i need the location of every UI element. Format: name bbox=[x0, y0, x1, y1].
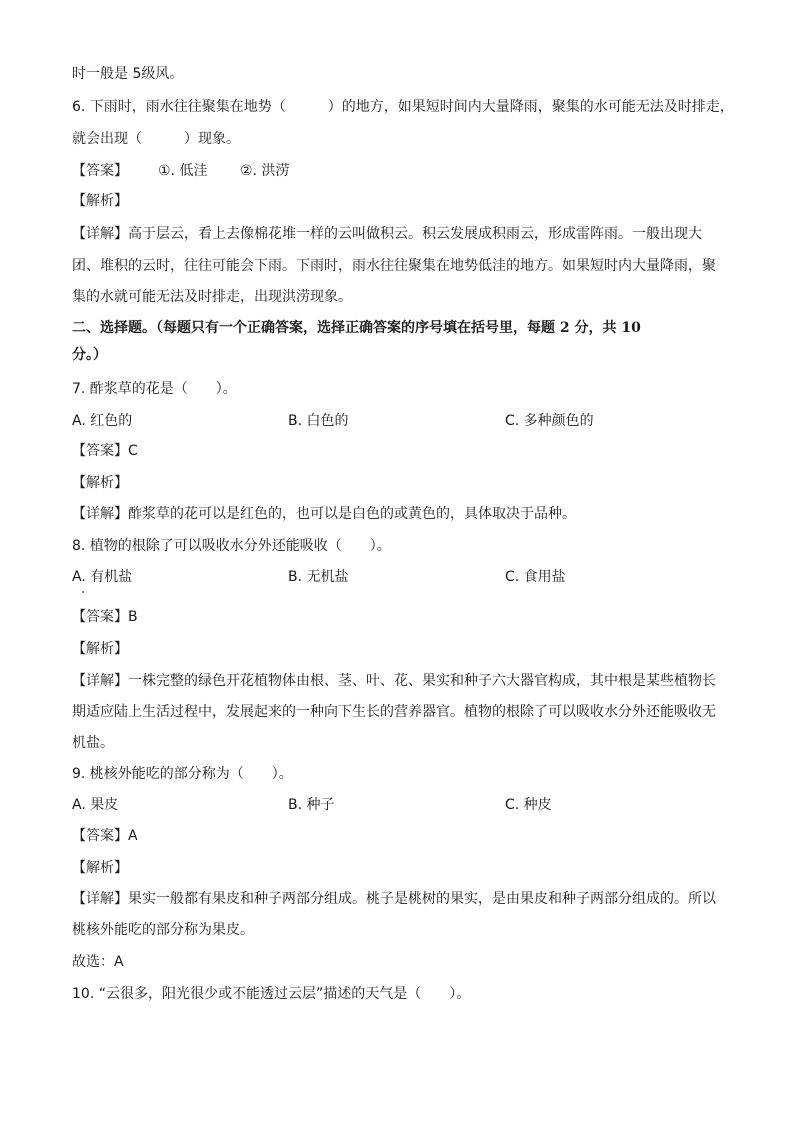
explanation-line: 期适应陆上生活过程中，发展起来的一种向下生长的营养器官。植物的根除了可以吸收水分外还能吸收无 bbox=[72, 704, 716, 720]
analysis-label: 【解析】 bbox=[72, 193, 128, 209]
q8-option-a: A. 有机盐 bbox=[72, 569, 133, 585]
answer-line: 【答案】C bbox=[72, 443, 138, 459]
answer-line: 【答案】A bbox=[72, 828, 138, 844]
q9-option-b: B. 种子 bbox=[288, 797, 335, 813]
q7-option-b: B. 白色的 bbox=[288, 413, 349, 429]
stray-mark bbox=[82, 591, 84, 593]
q9-option-c: C. 种皮 bbox=[505, 797, 552, 813]
q8-option-b: B. 无机盐 bbox=[288, 569, 349, 585]
text-line: 时一般是 5级风。 bbox=[72, 66, 184, 82]
q8-option-c: C. 食用盐 bbox=[505, 569, 566, 585]
question-6-line-1: 6. 下雨时，雨水往往聚集在地势（ ）的地方，如果短时间内大量降雨，聚集的水可能无法及时排走， bbox=[72, 99, 734, 115]
q9-option-a: A. 果皮 bbox=[72, 797, 119, 813]
explanation-line: 桃核外能吃的部分称为果皮。 bbox=[72, 922, 254, 938]
explanation-line: 【详解】一株完整的绿色开花植物体由根、茎、叶、花、果实和种子六大器官构成，其中根是某些植物长 bbox=[72, 673, 716, 689]
analysis-label: 【解析】 bbox=[72, 475, 128, 491]
q7-option-c: C. 多种颜色的 bbox=[505, 413, 594, 429]
question-10: 10. “云很多，阳光很少或不能透过云层”描述的天气是（ ）。 bbox=[72, 986, 471, 1002]
analysis-label: 【解析】 bbox=[72, 860, 128, 876]
section-heading: 二、选择题。（每题只有一个正确答案，选择正确答案的序号填在括号里，每题 2 分，共 10 bbox=[72, 320, 641, 336]
conclusion-line: 故选：A bbox=[72, 954, 124, 970]
question-6-line-2: 就会出现（ ）现象。 bbox=[72, 131, 240, 147]
answer-part-2: ②. 洪涝 bbox=[240, 163, 290, 179]
answer-label: 【答案】 bbox=[72, 163, 128, 179]
q7-option-a: A. 红色的 bbox=[72, 413, 133, 429]
explanation-line: 集的水就可能无法及时排走，出现洪涝现象。 bbox=[72, 289, 352, 305]
answer-part-1: ①. 低洼 bbox=[158, 163, 208, 179]
question-9: 9. 桃核外能吃的部分称为（ ）。 bbox=[72, 766, 293, 782]
explanation-line: 【详解】酢浆草的花可以是红色的，也可以是白色的或黄色的，具体取决于品种。 bbox=[72, 506, 576, 522]
question-8: 8. 植物的根除了可以吸收水分外还能吸收（ ）。 bbox=[72, 538, 391, 554]
question-7: 7. 酢浆草的花是（ ）。 bbox=[72, 381, 237, 397]
explanation-line: 团、堆积的云时，往往可能会下雨。下雨时，雨水往往聚集在地势低洼的地方。如果短时内大量降雨，聚 bbox=[72, 258, 716, 274]
answer-line: 【答案】B bbox=[72, 609, 138, 625]
explanation-line: 机盐。 bbox=[72, 735, 114, 751]
explanation-line: 【详解】果实一般都有果皮和种子两部分组成。桃子是桃树的果实，是由果皮和种子两部分组成的。所以 bbox=[72, 891, 716, 907]
section-heading-cont: 分。） bbox=[72, 347, 107, 363]
analysis-label: 【解析】 bbox=[72, 641, 128, 657]
explanation-line: 【详解】高于层云，看上去像棉花堆一样的云叫做积云。积云发展成积雨云，形成雷阵雨。一般出现大 bbox=[72, 226, 702, 242]
